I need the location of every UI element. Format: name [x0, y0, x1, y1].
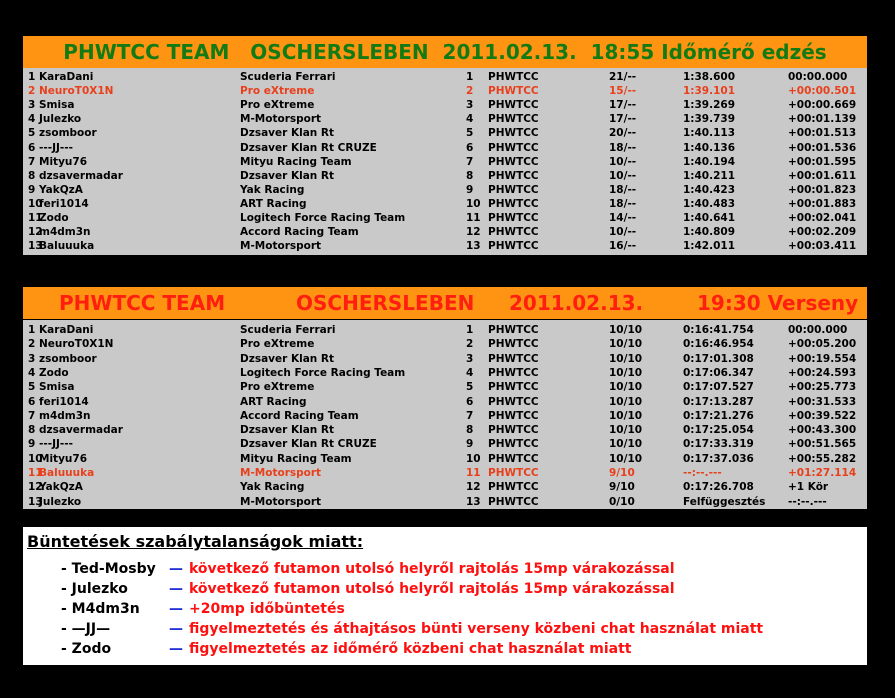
- class-cell: PHWTCC: [488, 467, 539, 479]
- laps-cell: 17/--: [609, 99, 637, 112]
- race-header-track: OSCHERSLEBEN: [296, 291, 475, 315]
- laps-cell: 18/--: [609, 183, 637, 196]
- race-header-date: 2011.02.13.: [509, 291, 644, 315]
- gap-cell: +00:19.554: [788, 352, 857, 365]
- gap-cell: +00:01.139: [788, 113, 857, 126]
- time-cell: --:--.---: [683, 467, 722, 479]
- position-cell: 6: [28, 395, 36, 408]
- table-row: [23, 480, 867, 494]
- team-name-cell: M-Motorsport: [240, 240, 322, 253]
- driver-name-cell: Smisa: [39, 99, 75, 112]
- gap-cell: 00:00.000: [788, 71, 848, 83]
- penalty-driver: - Ted-Mosby: [61, 561, 156, 577]
- laps-cell: 18/--: [609, 197, 637, 210]
- class-position-cell: 4: [466, 113, 474, 126]
- position-cell: 12: [28, 481, 43, 494]
- class-cell: PHWTCC: [488, 452, 539, 465]
- race-header-team: PHWTCC TEAM: [59, 291, 226, 315]
- laps-cell: 10/--: [609, 155, 637, 168]
- race-header: [23, 287, 867, 319]
- table-row: [23, 452, 867, 466]
- driver-name-cell: Julezko: [39, 113, 82, 126]
- class-cell: PHWTCC: [488, 324, 539, 336]
- class-cell: PHWTCC: [488, 366, 539, 379]
- position-cell: 5: [28, 381, 36, 394]
- team-name-cell: M-Motorsport: [240, 495, 322, 508]
- class-position-cell: 11: [466, 212, 481, 224]
- team-name-cell: ART Racing: [240, 197, 307, 210]
- table-row: [23, 437, 867, 451]
- penalties-panel: [23, 527, 867, 665]
- team-name-cell: M-Motorsport: [240, 467, 322, 479]
- driver-name-cell: feri1014: [39, 197, 89, 210]
- time-cell: 1:40.194: [683, 155, 736, 168]
- table-row: [23, 112, 867, 126]
- class-cell: PHWTCC: [488, 71, 539, 83]
- driver-name-cell: m4dm3n: [39, 226, 91, 239]
- time-cell: 0:17:25.054: [683, 424, 754, 437]
- penalty-dash: —: [169, 641, 183, 657]
- position-cell: 11: [28, 467, 43, 479]
- position-cell: 7: [28, 409, 36, 422]
- time-cell: 0:16:41.754: [683, 324, 754, 336]
- class-cell: PHWTCC: [488, 381, 539, 394]
- table-row: [23, 366, 867, 380]
- driver-name-cell: feri1014: [39, 395, 89, 408]
- laps-cell: 10/10: [609, 324, 643, 336]
- team-name-cell: Dzsaver Klan Rt CRUZE: [240, 141, 377, 154]
- laps-cell: 10/10: [609, 352, 643, 365]
- position-cell: 4: [28, 113, 36, 126]
- team-name-cell: Dzsaver Klan Rt CRUZE: [240, 438, 377, 451]
- penalty-text: következő futamon utolsó helyről rajtolás 15mp várakozással: [189, 561, 675, 577]
- table-row: [23, 423, 867, 437]
- class-position-cell: 1: [466, 71, 474, 83]
- class-position-cell: 5: [466, 381, 474, 394]
- time-cell: 1:40.809: [683, 226, 736, 239]
- gap-cell: +00:31.533: [788, 395, 857, 408]
- time-cell: 0:17:21.276: [683, 409, 754, 422]
- penalties-title: Büntetések szabálytalanságok miatt:: [27, 532, 364, 551]
- position-cell: 8: [28, 424, 36, 437]
- time-cell: 1:40.136: [683, 141, 736, 154]
- class-cell: PHWTCC: [488, 85, 539, 98]
- time-cell: 1:39.101: [683, 85, 736, 98]
- table-row: [23, 352, 867, 366]
- team-name-cell: Logitech Force Racing Team: [240, 212, 406, 224]
- laps-cell: 10/10: [609, 409, 643, 422]
- class-position-cell: 11: [466, 467, 481, 479]
- class-cell: PHWTCC: [488, 113, 539, 126]
- position-cell: 6: [28, 141, 36, 154]
- position-cell: 8: [28, 169, 36, 182]
- penalty-text: következő futamon utolsó helyről rajtolás 15mp várakozással: [189, 581, 675, 597]
- laps-cell: 15/--: [609, 85, 637, 98]
- class-cell: PHWTCC: [488, 212, 539, 224]
- penalty-driver: - Zodo: [61, 641, 112, 657]
- class-cell: PHWTCC: [488, 481, 539, 494]
- class-position-cell: 5: [466, 127, 474, 140]
- laps-cell: 10/10: [609, 381, 643, 394]
- time-cell: 1:39.739: [683, 113, 736, 126]
- gap-cell: +00:01.595: [788, 155, 857, 168]
- penalty-driver: - M4dm3n: [61, 601, 140, 617]
- time-cell: 0:17:33.319: [683, 438, 754, 451]
- class-cell: PHWTCC: [488, 169, 539, 182]
- laps-cell: 10/10: [609, 395, 643, 408]
- position-cell: 7: [28, 155, 36, 168]
- gap-cell: +00:01.536: [788, 141, 857, 154]
- penalty-driver: - Julezko: [61, 581, 128, 597]
- class-position-cell: 3: [466, 352, 474, 365]
- position-cell: 3: [28, 352, 36, 365]
- driver-name-cell: Baluuuka: [39, 467, 95, 479]
- race-header-session: 19:30 Verseny: [697, 291, 859, 315]
- gap-cell: +00:55.282: [788, 452, 857, 465]
- time-cell: 0:17:37.036: [683, 452, 754, 465]
- penalty-text: figyelmeztetés és áthajtásos bünti verseny közbeni chat használat miatt: [189, 621, 764, 637]
- team-name-cell: Accord Racing Team: [240, 226, 359, 239]
- laps-cell: 9/10: [609, 467, 635, 479]
- penalty-text: +20mp időbüntetés: [189, 601, 345, 617]
- penalty-dash: —: [169, 561, 183, 577]
- gap-cell: 00:00.000: [788, 324, 848, 336]
- team-name-cell: M-Motorsport: [240, 113, 322, 126]
- class-position-cell: 6: [466, 395, 474, 408]
- driver-name-cell: Zodo: [39, 212, 69, 224]
- class-position-cell: 13: [466, 240, 481, 253]
- table-row: [23, 197, 867, 211]
- gap-cell: +00:05.200: [788, 338, 857, 351]
- laps-cell: 21/--: [609, 71, 637, 83]
- laps-cell: 18/--: [609, 141, 637, 154]
- table-row: [23, 183, 867, 197]
- laps-cell: 17/--: [609, 113, 637, 126]
- gap-cell: +00:02.209: [788, 226, 857, 239]
- class-cell: PHWTCC: [488, 127, 539, 140]
- class-position-cell: 10: [466, 452, 481, 465]
- team-name-cell: Yak Racing: [240, 183, 305, 196]
- table-row: [23, 70, 867, 84]
- gap-cell: +00:00.669: [788, 99, 857, 112]
- laps-cell: 14/--: [609, 212, 637, 224]
- table-row: [23, 337, 867, 351]
- gap-cell: +00:25.773: [788, 381, 857, 394]
- driver-name-cell: YakQzA: [39, 481, 83, 494]
- team-name-cell: Accord Racing Team: [240, 409, 359, 422]
- position-cell: 11: [28, 212, 43, 224]
- qualifying-results-table: [23, 68, 867, 255]
- team-name-cell: Dzsaver Klan Rt: [240, 169, 335, 182]
- penalty-driver: - —JJ—: [61, 621, 111, 637]
- driver-name-cell: YakQzA: [39, 183, 83, 196]
- class-cell: PHWTCC: [488, 395, 539, 408]
- penalty-dash: —: [169, 581, 183, 597]
- team-name-cell: Pro eXtreme: [240, 381, 315, 394]
- class-cell: PHWTCC: [488, 495, 539, 508]
- time-cell: Felfüggesztés: [683, 495, 766, 508]
- team-name-cell: Scuderia Ferrari: [240, 71, 336, 83]
- driver-name-cell: ---JJ---: [39, 438, 73, 451]
- laps-cell: 0/10: [609, 495, 635, 508]
- class-position-cell: 3: [466, 99, 474, 112]
- time-cell: 1:40.483: [683, 197, 736, 210]
- table-row: [23, 409, 867, 423]
- position-cell: 2: [28, 338, 36, 351]
- position-cell: 9: [28, 438, 36, 451]
- time-cell: 0:17:06.347: [683, 366, 754, 379]
- class-cell: PHWTCC: [488, 155, 539, 168]
- table-row: [23, 323, 867, 337]
- gap-cell: +00:02.041: [788, 212, 857, 224]
- driver-name-cell: NeuroT0X1N: [39, 85, 114, 98]
- table-row: [23, 155, 867, 169]
- qualifying-header-title: PHWTCC TEAM OSCHERSLEBEN 2011.02.13. 18:55 Időmérő edzés: [63, 40, 827, 64]
- class-position-cell: 2: [466, 338, 474, 351]
- table-row: [23, 84, 867, 98]
- laps-cell: 10/--: [609, 226, 637, 239]
- gap-cell: +00:01.883: [788, 197, 857, 210]
- table-row: [23, 141, 867, 155]
- gap-cell: +00:01.513: [788, 127, 857, 140]
- driver-name-cell: KaraDani: [39, 71, 94, 83]
- laps-cell: 20/--: [609, 127, 637, 140]
- gap-cell: +00:24.593: [788, 366, 857, 379]
- position-cell: 13: [28, 240, 43, 253]
- time-cell: 1:40.211: [683, 169, 736, 182]
- class-position-cell: 7: [466, 409, 474, 422]
- class-cell: PHWTCC: [488, 240, 539, 253]
- position-cell: 1: [28, 324, 36, 336]
- gap-cell: --:--.---: [788, 495, 827, 508]
- laps-cell: 10/10: [609, 438, 643, 451]
- class-position-cell: 7: [466, 155, 474, 168]
- laps-cell: 10/10: [609, 338, 643, 351]
- table-row: [23, 239, 867, 253]
- class-position-cell: 2: [466, 85, 474, 98]
- table-row: [23, 126, 867, 140]
- class-cell: PHWTCC: [488, 197, 539, 210]
- gap-cell: +1 Kör: [788, 481, 829, 494]
- team-name-cell: ART Racing: [240, 395, 307, 408]
- driver-name-cell: KaraDani: [39, 324, 94, 336]
- team-name-cell: Scuderia Ferrari: [240, 324, 336, 336]
- class-cell: PHWTCC: [488, 141, 539, 154]
- gap-cell: +00:00.501: [788, 85, 857, 98]
- race-results-table: [23, 320, 867, 509]
- class-cell: PHWTCC: [488, 424, 539, 437]
- gap-cell: +00:03.411: [788, 240, 857, 253]
- time-cell: 0:16:46.954: [683, 338, 754, 351]
- class-position-cell: 6: [466, 141, 474, 154]
- gap-cell: +00:39.522: [788, 409, 857, 422]
- class-position-cell: 12: [466, 226, 481, 239]
- position-cell: 10: [28, 452, 43, 465]
- position-cell: 4: [28, 366, 36, 379]
- time-cell: 1:42.011: [683, 240, 736, 253]
- gap-cell: +00:01.611: [788, 169, 857, 182]
- team-name-cell: Pro eXtreme: [240, 338, 315, 351]
- class-position-cell: 1: [466, 324, 474, 336]
- gap-cell: +00:51.565: [788, 438, 857, 451]
- penalty-text: figyelmeztetés az időmérő közbeni chat használat miatt: [189, 641, 632, 657]
- driver-name-cell: ---JJ---: [39, 141, 73, 154]
- time-cell: 1:40.113: [683, 127, 736, 140]
- driver-name-cell: dzsavermadar: [39, 424, 123, 437]
- class-cell: PHWTCC: [488, 409, 539, 422]
- time-cell: 1:39.269: [683, 99, 736, 112]
- gap-cell: +01:27.114: [788, 467, 857, 479]
- driver-name-cell: Zodo: [39, 366, 69, 379]
- class-cell: PHWTCC: [488, 338, 539, 351]
- time-cell: 1:38.600: [683, 71, 736, 83]
- position-cell: 3: [28, 99, 36, 112]
- position-cell: 5: [28, 127, 36, 140]
- position-cell: 1: [28, 71, 36, 83]
- penalty-dash: —: [169, 621, 183, 637]
- laps-cell: 9/10: [609, 481, 635, 494]
- team-name-cell: Logitech Force Racing Team: [240, 366, 406, 379]
- class-position-cell: 9: [466, 438, 474, 451]
- driver-name-cell: m4dm3n: [39, 409, 91, 422]
- class-position-cell: 10: [466, 197, 481, 210]
- driver-name-cell: zsomboor: [39, 352, 97, 365]
- time-cell: 1:40.641: [683, 212, 736, 224]
- class-cell: PHWTCC: [488, 183, 539, 196]
- qualifying-header: [23, 36, 867, 68]
- class-position-cell: 13: [466, 495, 481, 508]
- table-row: [23, 169, 867, 183]
- driver-name-cell: zsomboor: [39, 127, 97, 140]
- time-cell: 0:17:26.708: [683, 481, 754, 494]
- gap-cell: +00:01.823: [788, 183, 857, 196]
- position-cell: 12: [28, 226, 43, 239]
- driver-name-cell: NeuroT0X1N: [39, 338, 114, 351]
- driver-name-cell: Mityu76: [39, 452, 87, 465]
- team-name-cell: Dzsaver Klan Rt: [240, 352, 335, 365]
- position-cell: 13: [28, 495, 43, 508]
- team-name-cell: Mityu Racing Team: [240, 452, 352, 465]
- class-position-cell: 12: [466, 481, 481, 494]
- team-name-cell: Mityu Racing Team: [240, 155, 352, 168]
- laps-cell: 10/--: [609, 169, 637, 182]
- table-row: [23, 495, 867, 509]
- team-name-cell: Dzsaver Klan Rt: [240, 424, 335, 437]
- laps-cell: 10/10: [609, 366, 643, 379]
- driver-name-cell: dzsavermadar: [39, 169, 123, 182]
- driver-name-cell: Mityu76: [39, 155, 87, 168]
- class-position-cell: 4: [466, 366, 474, 379]
- position-cell: 2: [28, 85, 36, 98]
- laps-cell: 16/--: [609, 240, 637, 253]
- table-row: [23, 466, 867, 480]
- driver-name-cell: Baluuuka: [39, 240, 95, 253]
- driver-name-cell: Julezko: [39, 495, 82, 508]
- class-position-cell: 8: [466, 169, 474, 182]
- time-cell: 0:17:13.287: [683, 395, 754, 408]
- laps-cell: 10/10: [609, 452, 643, 465]
- team-name-cell: Pro eXtreme: [240, 85, 315, 98]
- laps-cell: 10/10: [609, 424, 643, 437]
- class-cell: PHWTCC: [488, 352, 539, 365]
- gap-cell: +00:43.300: [788, 424, 857, 437]
- time-cell: 0:17:01.308: [683, 352, 754, 365]
- class-cell: PHWTCC: [488, 438, 539, 451]
- class-cell: PHWTCC: [488, 99, 539, 112]
- class-position-cell: 8: [466, 424, 474, 437]
- table-row: [23, 395, 867, 409]
- position-cell: 10: [28, 197, 43, 210]
- table-row: [23, 98, 867, 112]
- table-row: [23, 380, 867, 394]
- position-cell: 9: [28, 183, 36, 196]
- class-cell: PHWTCC: [488, 226, 539, 239]
- table-row: [23, 225, 867, 239]
- team-name-cell: Pro eXtreme: [240, 99, 315, 112]
- time-cell: 1:40.423: [683, 183, 736, 196]
- time-cell: 0:17:07.527: [683, 381, 754, 394]
- class-position-cell: 9: [466, 183, 474, 196]
- team-name-cell: Dzsaver Klan Rt: [240, 127, 335, 140]
- driver-name-cell: Smisa: [39, 381, 75, 394]
- table-row: [23, 211, 867, 225]
- team-name-cell: Yak Racing: [240, 481, 305, 494]
- penalty-dash: —: [169, 601, 183, 617]
